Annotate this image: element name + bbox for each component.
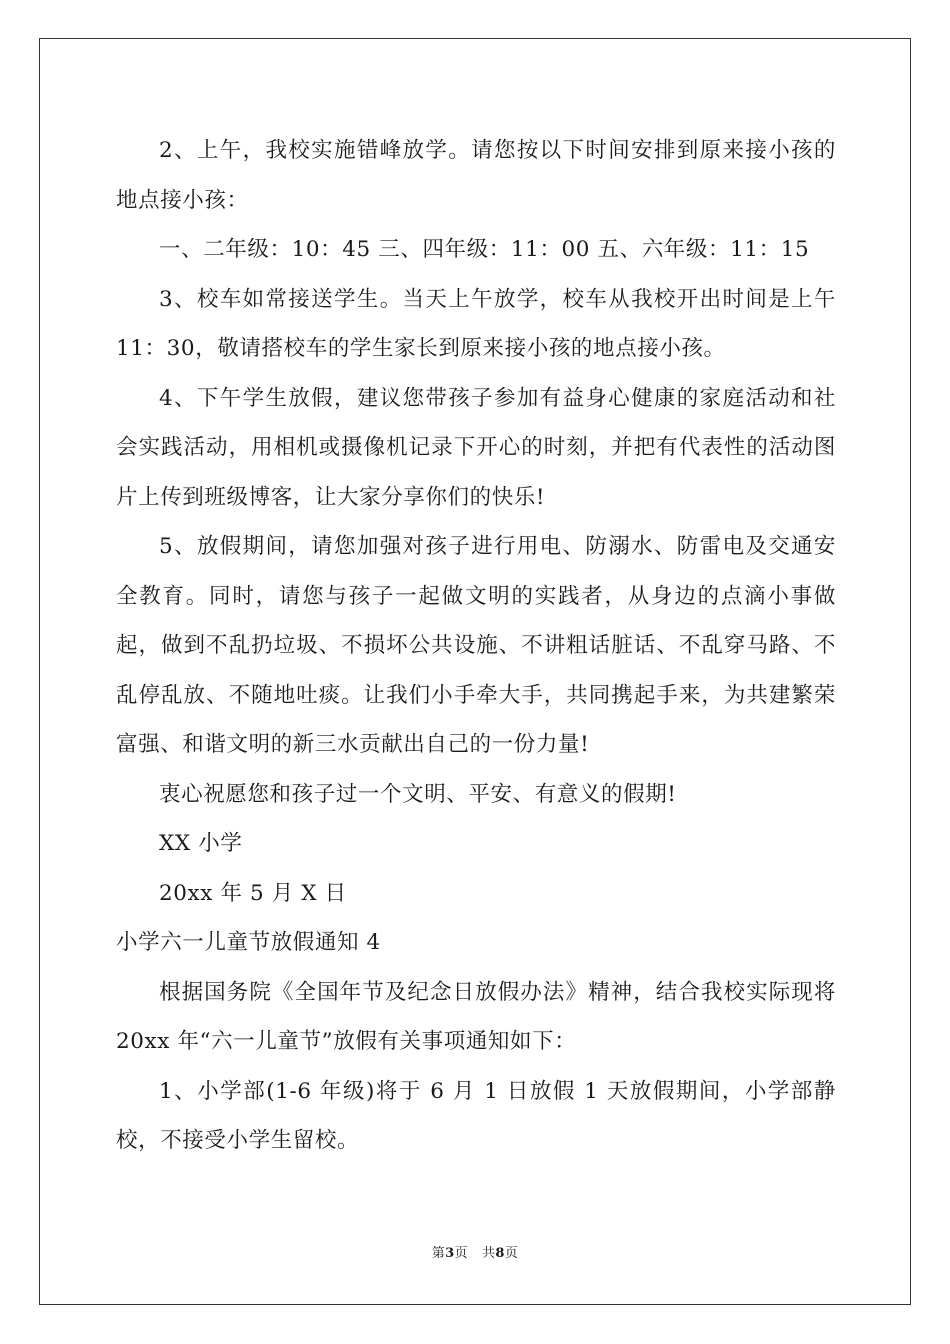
paragraph-item-1: 1、小学部(1-6 年级)将于 6 月 1 日放假 1 天放假期间，小学部静校，不接受小学生留校。 — [116, 1078, 836, 1153]
total-prefix: 共 — [482, 1246, 496, 1261]
page-suffix: 页 — [454, 1246, 468, 1261]
paragraph-dismissal-schedule: 一、二年级：10：45 三、四年级：11：00 五、六年级：11：15 — [159, 237, 810, 262]
paragraph-item-4: 4、下午学生放假，建议您带孩子参加有益身心健康的家庭活动和社会实践活动，用相机或摄像机记录下开心的时刻，并把有代表性的活动图片上传到班级博客，让大家分享你们的快乐! — [116, 385, 836, 510]
paragraph-item-3: 3、校车如常接送学生。当天上午放学，校车从我校开出时间是上午 11：30，敬请搭校车的学生家长到原来接小孩的地点接小孩。 — [116, 286, 836, 361]
section-title: 小学六一儿童节放假通知 4 — [116, 930, 381, 955]
total-suffix: 页 — [504, 1246, 519, 1261]
page-prefix: 第 — [431, 1246, 446, 1261]
page-footer — [0, 1245, 950, 1263]
signature-school: XX 小学 — [159, 831, 243, 856]
current-page-number: 3 — [445, 1246, 455, 1261]
paragraph-intro: 根据国务院《全国年节及纪念日放假办法》精神，结合我校实际现将 20xx 年“六一儿童节”放假有关事项通知如下： — [116, 979, 836, 1054]
paragraph-item-5: 5、放假期间，请您加强对孩子进行用电、防溺水、防雷电及交通安全教育。同时，请您与孩子一起做文明的实践者，从身边的点滴小事做起，做到不乱扔垃圾、不损坏公共设施、不讲粗话脏话、不乱穿马路、不乱停乱放、不随地吐痰。让我们小手牵大手，共同携起手来，为共建繁荣富强、和谐文明的新三水贡献出自己的一份力量! — [116, 534, 836, 757]
signature-date: 20xx 年 5 月 X 日 — [159, 880, 347, 906]
document-body — [116, 126, 836, 1166]
paragraph-wishes: 衷心祝愿您和孩子过一个文明、平安、有意义的假期! — [159, 781, 677, 807]
total-pages-number: 8 — [495, 1246, 505, 1261]
paragraph-item-2: 2、上午，我校实施错峰放学。请您按以下时间安排到原来接小孩的地点接小孩： — [116, 138, 836, 213]
